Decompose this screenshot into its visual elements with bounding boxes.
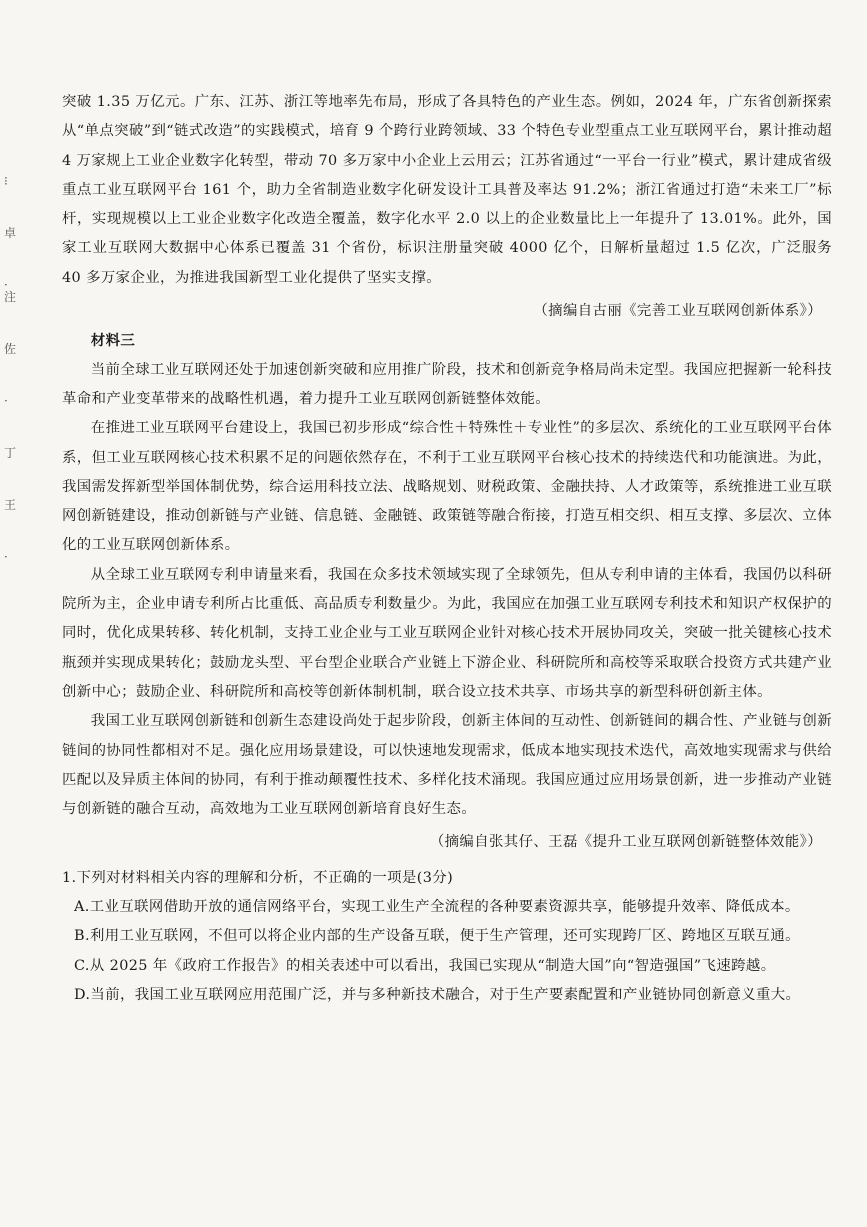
- material3-paragraph-1: 当前全球工业互联网还处于加速创新突破和应用推广阶段，技术和创新竞争格局尚未定型。我国应把握新一轮科技革命和产业变革带来的战略性机遇，着力提升工业互联网创新链整体效能。: [62, 361, 832, 407]
- option-d: D.当前，我国工业互联网应用范围广泛，并与多种新技术融合，对于生产要素配置和产业链协同创新意义重大。: [74, 986, 801, 1003]
- option-a: A.工业互联网借助开放的通信网络平台，实现工业生产全流程的各种要素资源共享，能够提升效率、降低成本。: [74, 899, 800, 916]
- margin-mark: ·: [4, 550, 8, 564]
- material3-source: （摘编自张其仔、王磊《提升工业互联网创新链整体效能》）: [429, 834, 822, 851]
- material3-paragraph-4: 我国工业互联网创新链和创新生态建设尚处于起步阶段，创新主体间的互动性、创新链间的耦合性、产业链与创新链间的协同性都相对不足。强化应用场景建设，可以快速地发现需求，低成本地实现技术迭代，高效地实现需求与供给匹配以及异质主体间的协同，有利于推动颠覆性技术、多样化技术涌现。我国应通过应用场景创新，进一步推动产业链与创新链的融合互动，高效地为工业互联网创新培育良好生态。: [62, 713, 832, 818]
- option-c: C.从 2025 年《政府工作报告》的相关表述中可以看出，我国已实现从“制造大国”向“智造强国”飞速跨越。: [74, 957, 776, 974]
- material2-continued-paragraph: 突破 1.35 万亿元。广东、江苏、浙江等地率先布局，形成了各具特色的产业生态。例如，2024 年，广东省创新探索从“单点突破”到“链式改造”的实践模式，培育 9 个跨行业跨领域、33 个特色专业型重点工业互联网平台，累计推动超 4 万家规上工业企业数字化转型，带动 70 多万家中小企业上云用云；江苏省通过“一平台一行业”模式，累计建成省级重点工业互联网平台 161 个，助力全省制造业数字化研发设计工具普及率达 91.2%；浙江省通过打造“未来工厂”标杆，实现规模以上工业企业数字化改造全覆盖，数字化水平 2.0 以上的企业数量比上一年提升了 13.01%。此外，国家工业互联网大数据中心体系已覆盖 31 个省份，标识注册量突破 4000 亿个，日解析量超过 1.5 亿次，广泛服务 40 多万家企业，为推进我国新型工业化提供了坚实支撑。: [62, 94, 832, 286]
- margin-mark: 丁: [4, 446, 17, 460]
- material3-paragraph-3: 从全球工业互联网专利申请量来看，我国在众多技术领域实现了全球领先，但从专利申请的主体看，我国仍以科研院所为主，企业申请专利所占比重低、高品质专利数量少。为此，我国应在加强工业互联网专利技术和知识产权保护的同时，优化成果转移、转化机制，支持工业企业与工业互联网企业针对核心技术开展协同攻关，突破一批关键核心技术瓶颈并实现成果转化；鼓励龙头型、平台型企业联合产业链上下游企业、科研院所和高校等采取联合投资方式共建产业创新中心；鼓励企业、科研院所和高校等创新体制机制，联合设立技术共享、市场共享的新型科研创新主体。: [62, 566, 832, 700]
- document-body: [62, 88, 832, 1010]
- option-b: B.利用工业互联网，不但可以将企业内部的生产设备互联，便于生产管理，还可实现跨厂区、跨地区互联互通。: [74, 928, 800, 945]
- material3-paragraph-2: 在推进工业互联网平台建设上，我国已初步形成“综合性＋特殊性＋专业性”的多层次、系统化的工业互联网平台体系，但工业互联网核心技术积累不足的问题依然存在，不利于工业互联网平台核心技术的持续迭代和功能演进。为此，我国需发挥新型举国体制优势，综合运用科技立法、战略规划、财税政策、金融扶持、人才政策等，系统推进工业互联网创新链建设，推动创新链与产业链、信息链、金融链、政策链等融合衔接，打造互相交织、相互支撑、多层次、立体化的工业互联网创新体系。: [62, 420, 832, 554]
- margin-mark: ·: [4, 394, 8, 408]
- margin-mark: ⁝: [4, 174, 8, 188]
- material2-source: （摘编自古丽《完善工业互联网创新体系》）: [533, 303, 822, 320]
- margin-mark: ·注: [4, 278, 17, 304]
- margin-mark: 卓: [4, 226, 17, 240]
- margin-mark: 佐: [4, 342, 17, 356]
- material3-heading: 材料三: [90, 332, 136, 350]
- question-1-stem: 1.下列对材料相关内容的理解和分析，不正确的一项是(3分): [62, 869, 454, 886]
- margin-mark: 王: [4, 498, 17, 512]
- margin-binding-marks: [4, 175, 18, 603]
